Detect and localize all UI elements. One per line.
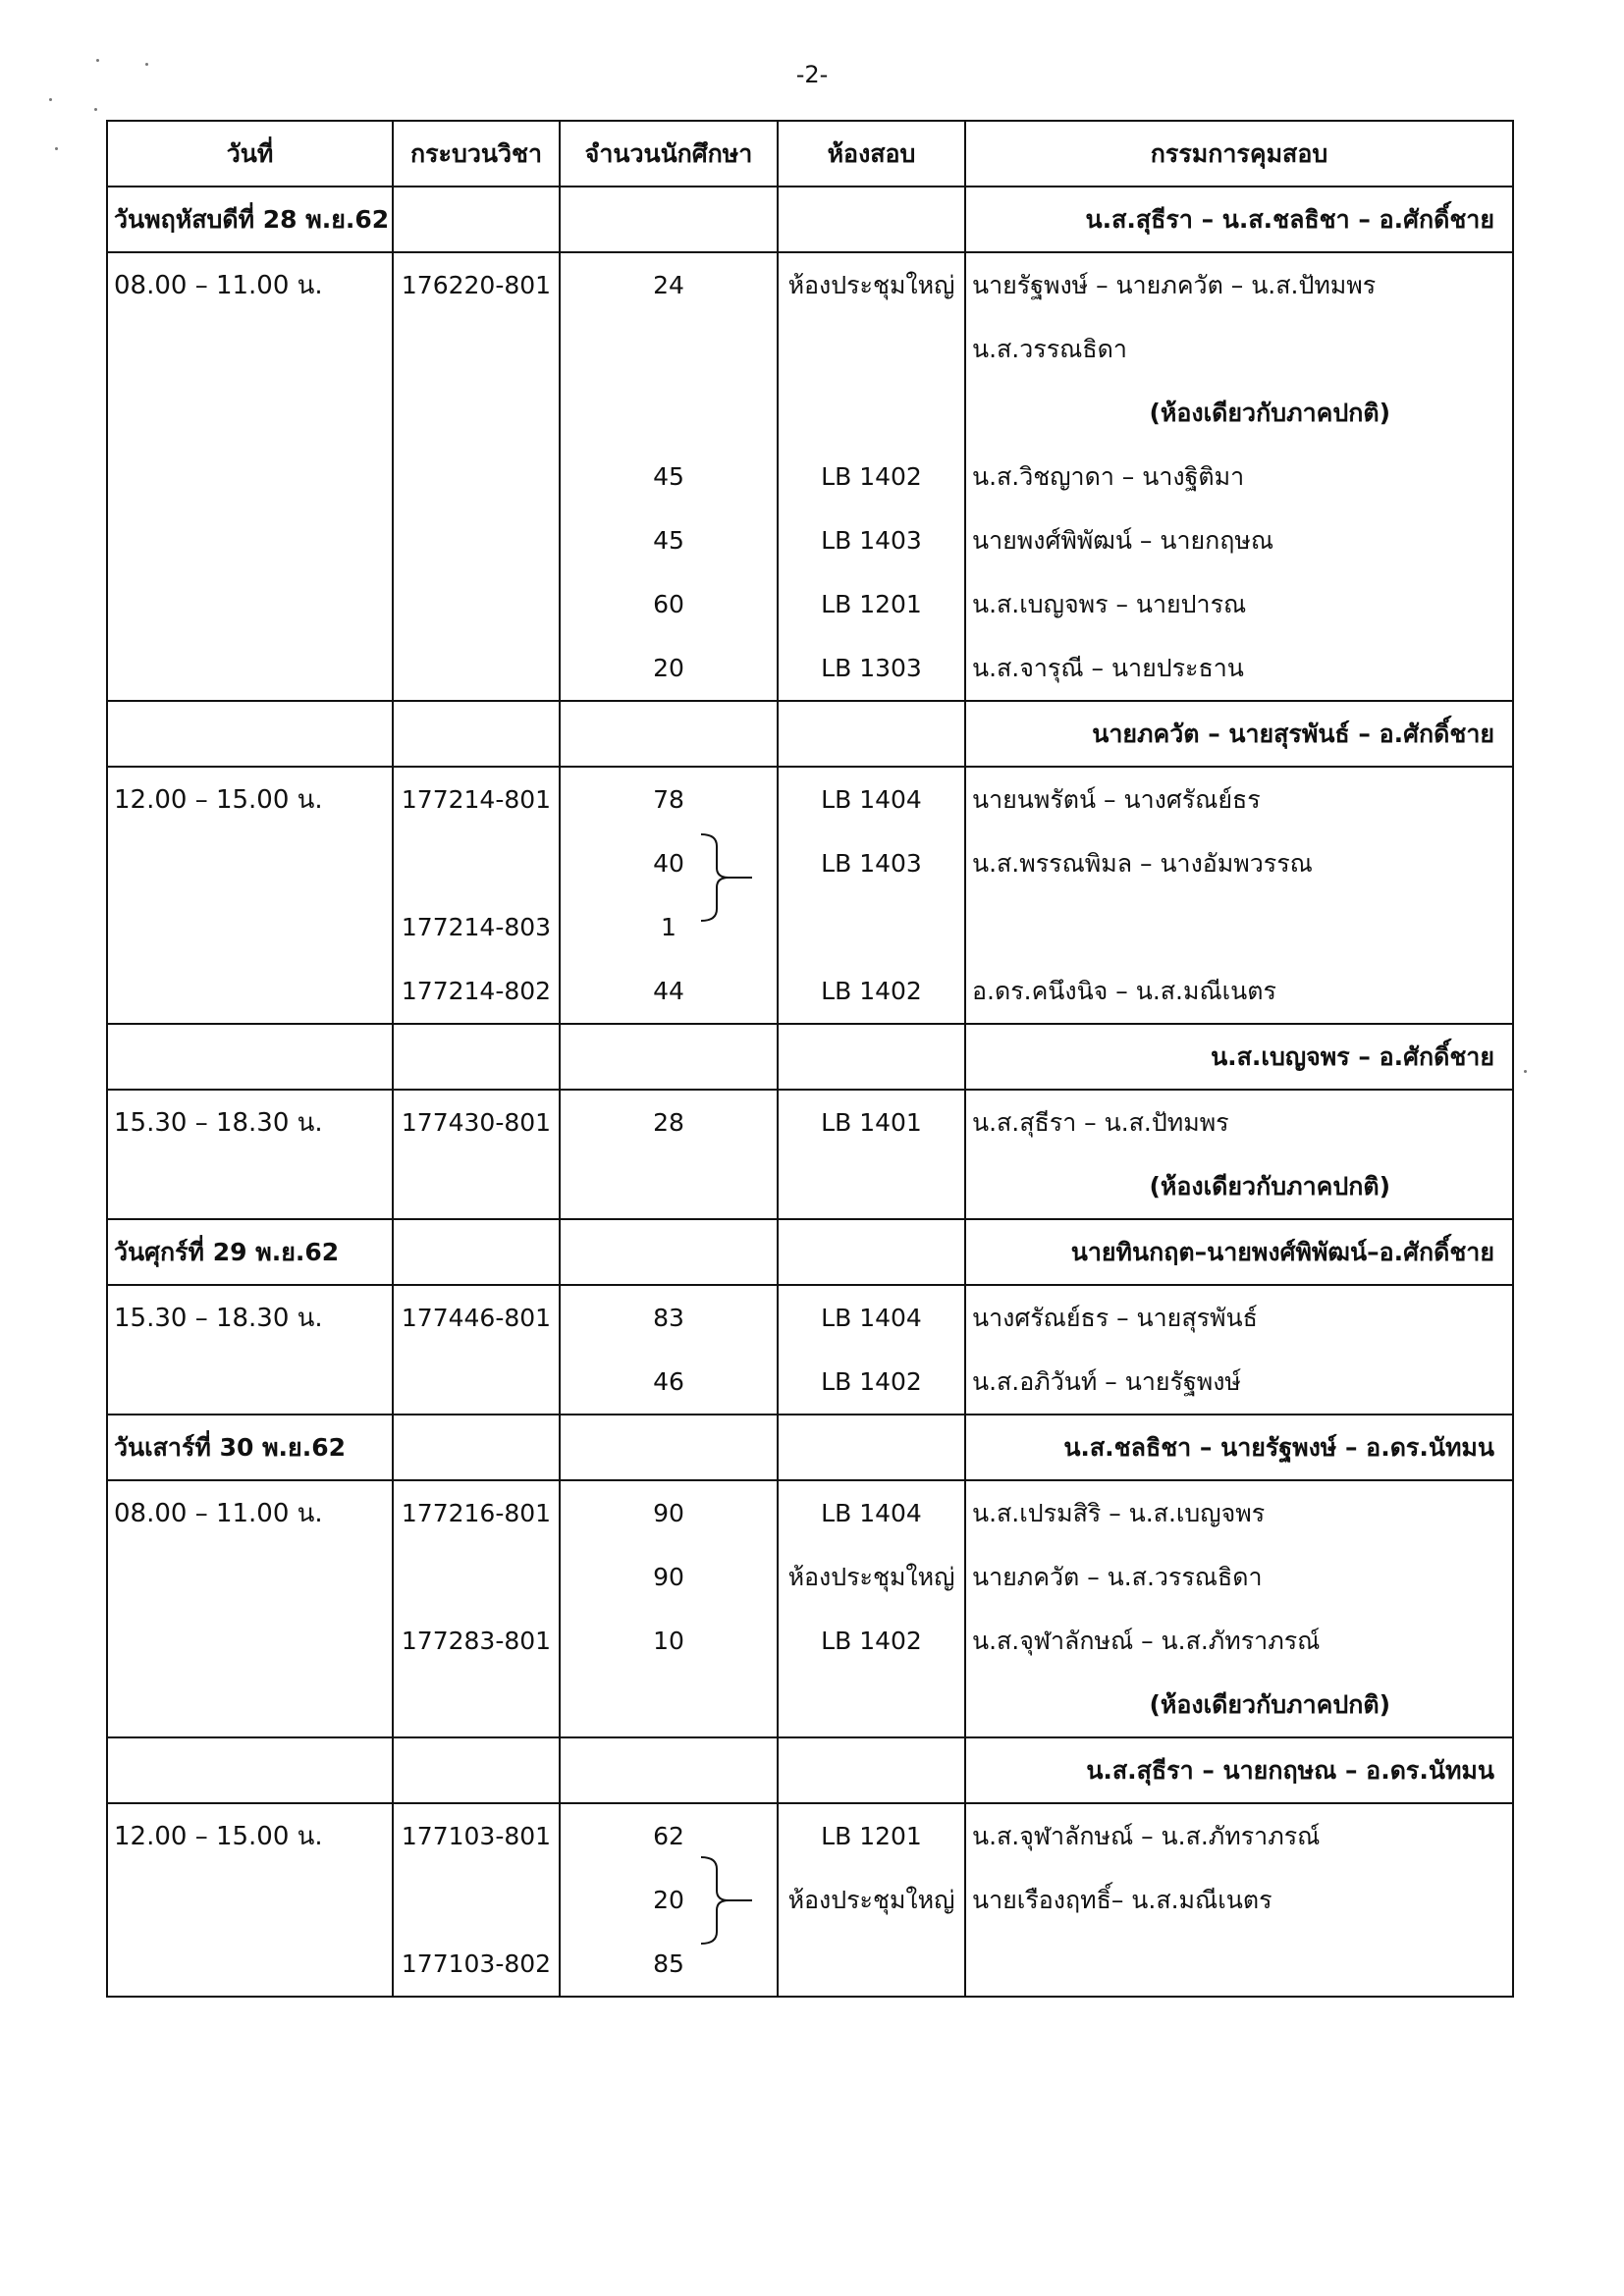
cell-exam-room: LB 1404	[778, 767, 965, 831]
cell-committee: (ห้องเดียวกับภาคปกติ)	[965, 1154, 1513, 1219]
cell-course: 177103-802	[393, 1932, 560, 1997]
table-row	[107, 831, 1513, 895]
table-row	[107, 1090, 1513, 1154]
table-row	[107, 1285, 1513, 1350]
cell-committee: น.ส.สุธีรา – น.ส.ชลธิชา – อ.ศักดิ์ชาย	[965, 187, 1513, 252]
cell-date: 08.00 – 11.00 น.	[107, 1480, 393, 1545]
table-row	[107, 1415, 1513, 1480]
cell-exam-room	[778, 701, 965, 767]
cell-committee: (ห้องเดียวกับภาคปกติ)	[965, 1673, 1513, 1737]
cell-student-count: 90	[560, 1480, 778, 1545]
cell-exam-room: LB 1401	[778, 1090, 965, 1154]
cell-date: วันเสาร์ที่ 30 พ.ย.62	[107, 1415, 393, 1480]
table-header-row	[107, 121, 1513, 187]
cell-exam-room: LB 1402	[778, 1609, 965, 1673]
cell-course	[393, 1868, 560, 1932]
cell-committee: นายภควัต – น.ส.วรรณธิดา	[965, 1545, 1513, 1609]
cell-date	[107, 445, 393, 508]
cell-course: 177214-802	[393, 959, 560, 1024]
scan-speck	[94, 108, 97, 111]
cell-committee: น.ส.วรรณธิดา	[965, 317, 1513, 381]
cell-student-count: 78	[560, 767, 778, 831]
cell-student-count: 83	[560, 1285, 778, 1350]
cell-course	[393, 381, 560, 445]
cell-student-count: 1	[560, 895, 778, 959]
cell-course	[393, 1673, 560, 1737]
cell-student-count	[560, 1737, 778, 1803]
cell-student-count: 20	[560, 636, 778, 701]
table-row	[107, 1545, 1513, 1609]
cell-date	[107, 959, 393, 1024]
cell-committee	[965, 1932, 1513, 1997]
table-row	[107, 508, 1513, 572]
cell-date: 12.00 – 15.00 น.	[107, 1803, 393, 1868]
cell-date: 15.30 – 18.30 น.	[107, 1090, 393, 1154]
cell-student-count: 46	[560, 1350, 778, 1415]
cell-course	[393, 831, 560, 895]
table-row	[107, 572, 1513, 636]
cell-date	[107, 1545, 393, 1609]
scan-speck	[96, 59, 99, 62]
cell-exam-room	[778, 187, 965, 252]
cell-exam-room: LB 1201	[778, 1803, 965, 1868]
header-course: กระบวนวิชา	[393, 121, 560, 187]
cell-exam-room: LB 1404	[778, 1285, 965, 1350]
cell-student-count: 90	[560, 1545, 778, 1609]
cell-committee: นายภควัต – นายสุรพันธ์ – อ.ศักดิ์ชาย	[965, 701, 1513, 767]
cell-course	[393, 636, 560, 701]
header-student-count: จำนวนนักศึกษา	[560, 121, 778, 187]
cell-committee: น.ส.เปรมสิริ – น.ส.เบญจพร	[965, 1480, 1513, 1545]
cell-committee: นายทินกฤต–นายพงศ์พิพัฒน์–อ.ศักดิ์ชาย	[965, 1219, 1513, 1285]
cell-committee: นายพงศ์พิพัฒน์ – นายกฤษณ	[965, 508, 1513, 572]
cell-course: 177446-801	[393, 1285, 560, 1350]
table-row	[107, 1868, 1513, 1932]
cell-date: 12.00 – 15.00 น.	[107, 767, 393, 831]
header-exam-room: ห้องสอบ	[778, 121, 965, 187]
cell-course: 177103-801	[393, 1803, 560, 1868]
header-committee: กรรมการคุมสอบ	[965, 121, 1513, 187]
table-row	[107, 1024, 1513, 1090]
cell-student-count	[560, 381, 778, 445]
table-row	[107, 636, 1513, 701]
cell-course	[393, 317, 560, 381]
cell-student-count	[560, 701, 778, 767]
cell-committee: นางศรัณย์ธร – นายสุรพันธ์	[965, 1285, 1513, 1350]
header-date: วันที่	[107, 121, 393, 187]
scan-speck	[145, 63, 148, 66]
cell-date: 15.30 – 18.30 น.	[107, 1285, 393, 1350]
table-row	[107, 187, 1513, 252]
cell-student-count	[560, 1154, 778, 1219]
cell-student-count	[560, 1415, 778, 1480]
cell-date	[107, 1673, 393, 1737]
cell-student-count: 62	[560, 1803, 778, 1868]
scan-speck	[1524, 1070, 1527, 1073]
cell-date	[107, 831, 393, 895]
cell-committee: นายรัฐพงษ์ – นายภควัต – น.ส.ปัทมพร	[965, 252, 1513, 317]
cell-course	[393, 572, 560, 636]
cell-exam-room: LB 1402	[778, 1350, 965, 1415]
cell-exam-room	[778, 1219, 965, 1285]
cell-committee: น.ส.จุฬาลักษณ์ – น.ส.ภัทราภรณ์	[965, 1609, 1513, 1673]
page-number: -2-	[795, 61, 829, 88]
cell-course: 177216-801	[393, 1480, 560, 1545]
cell-committee: น.ส.ชลธิชา – นายรัฐพงษ์ – อ.ดร.นัทมน	[965, 1415, 1513, 1480]
table-row	[107, 252, 1513, 317]
cell-committee: น.ส.สุธีรา – น.ส.ปัทมพร	[965, 1090, 1513, 1154]
scan-speck	[55, 147, 58, 150]
cell-student-count: 24	[560, 252, 778, 317]
cell-course	[393, 1024, 560, 1090]
cell-student-count: 45	[560, 445, 778, 508]
cell-student-count	[560, 317, 778, 381]
cell-exam-room	[778, 895, 965, 959]
brace-group-2	[695, 1853, 754, 1948]
cell-student-count: 20	[560, 1868, 778, 1932]
cell-student-count: 44	[560, 959, 778, 1024]
table-row	[107, 1154, 1513, 1219]
cell-exam-room	[778, 1932, 965, 1997]
cell-date	[107, 1609, 393, 1673]
cell-exam-room: LB 1303	[778, 636, 965, 701]
cell-student-count	[560, 1024, 778, 1090]
table-row	[107, 317, 1513, 381]
table-row	[107, 1932, 1513, 1997]
cell-student-count: 45	[560, 508, 778, 572]
cell-student-count	[560, 1219, 778, 1285]
cell-exam-room: LB 1402	[778, 445, 965, 508]
cell-committee: น.ส.จารุณี – นายประธาน	[965, 636, 1513, 701]
cell-committee: อ.ดร.คนึงนิจ – น.ส.มณีเนตร	[965, 959, 1513, 1024]
cell-course: 177214-801	[393, 767, 560, 831]
table-row	[107, 1803, 1513, 1868]
table-row	[107, 445, 1513, 508]
cell-exam-room	[778, 1024, 965, 1090]
cell-committee: น.ส.จุฬาลักษณ์ – น.ส.ภัทราภรณ์	[965, 1803, 1513, 1868]
cell-exam-room	[778, 1415, 965, 1480]
brace-group-1	[695, 830, 754, 925]
cell-student-count: 28	[560, 1090, 778, 1154]
cell-date	[107, 636, 393, 701]
cell-committee: นายเรืองฤทธิ์– น.ส.มณีเนตร	[965, 1868, 1513, 1932]
cell-course	[393, 1415, 560, 1480]
cell-exam-room	[778, 1673, 965, 1737]
table-row	[107, 701, 1513, 767]
table-row	[107, 381, 1513, 445]
cell-student-count: 60	[560, 572, 778, 636]
cell-course: 176220-801	[393, 252, 560, 317]
cell-exam-room	[778, 317, 965, 381]
cell-course: 177283-801	[393, 1609, 560, 1673]
table-row	[107, 1609, 1513, 1673]
table-row	[107, 767, 1513, 831]
cell-student-count: 40	[560, 831, 778, 895]
cell-course	[393, 508, 560, 572]
cell-course	[393, 1154, 560, 1219]
cell-course	[393, 1219, 560, 1285]
cell-course	[393, 445, 560, 508]
table-row	[107, 1737, 1513, 1803]
cell-committee: น.ส.เบญจพร – อ.ศักดิ์ชาย	[965, 1024, 1513, 1090]
cell-committee	[965, 895, 1513, 959]
cell-date	[107, 508, 393, 572]
cell-course	[393, 1737, 560, 1803]
cell-course	[393, 1350, 560, 1415]
table-row	[107, 1350, 1513, 1415]
cell-student-count: 10	[560, 1609, 778, 1673]
table-row	[107, 895, 1513, 959]
cell-committee: นายนพรัตน์ – นางศรัณย์ธร	[965, 767, 1513, 831]
cell-committee: น.ส.พรรณพิมล – นางอัมพวรรณ	[965, 831, 1513, 895]
cell-committee: น.ส.เบญจพร – นายปารณ	[965, 572, 1513, 636]
cell-exam-room: ห้องประชุมใหญ่	[778, 252, 965, 317]
cell-exam-room: LB 1404	[778, 1480, 965, 1545]
cell-date	[107, 1024, 393, 1090]
cell-student-count	[560, 187, 778, 252]
cell-course: 177214-803	[393, 895, 560, 959]
scan-speck	[49, 98, 52, 101]
cell-date: 08.00 – 11.00 น.	[107, 252, 393, 317]
cell-exam-room: LB 1403	[778, 508, 965, 572]
cell-committee: น.ส.วิชญาดา – นางฐิติมา	[965, 445, 1513, 508]
cell-course	[393, 1545, 560, 1609]
cell-exam-room	[778, 1154, 965, 1219]
cell-date	[107, 572, 393, 636]
cell-date	[107, 1932, 393, 1997]
cell-date	[107, 1154, 393, 1219]
cell-exam-room: ห้องประชุมใหญ่	[778, 1868, 965, 1932]
table-row	[107, 959, 1513, 1024]
cell-committee: น.ส.อภิวันท์ – นายรัฐพงษ์	[965, 1350, 1513, 1415]
cell-date	[107, 1737, 393, 1803]
cell-exam-room	[778, 1737, 965, 1803]
cell-exam-room: LB 1402	[778, 959, 965, 1024]
table-row	[107, 1480, 1513, 1545]
cell-date: วันพฤหัสบดีที่ 28 พ.ย.62	[107, 187, 393, 252]
cell-date	[107, 895, 393, 959]
exam-schedule-table	[106, 120, 1514, 1998]
cell-committee: (ห้องเดียวกับภาคปกติ)	[965, 381, 1513, 445]
cell-committee: น.ส.สุธีรา – นายกฤษณ – อ.ดร.นัทมน	[965, 1737, 1513, 1803]
cell-course	[393, 187, 560, 252]
cell-exam-room: LB 1403	[778, 831, 965, 895]
table-row	[107, 1673, 1513, 1737]
cell-date	[107, 701, 393, 767]
cell-exam-room: ห้องประชุมใหญ่	[778, 1545, 965, 1609]
cell-student-count: 85	[560, 1932, 778, 1997]
table-row	[107, 1219, 1513, 1285]
cell-date	[107, 317, 393, 381]
cell-date: วันศุกร์ที่ 29 พ.ย.62	[107, 1219, 393, 1285]
cell-date	[107, 1868, 393, 1932]
cell-course: 177430-801	[393, 1090, 560, 1154]
cell-date	[107, 1350, 393, 1415]
cell-exam-room: LB 1201	[778, 572, 965, 636]
cell-date	[107, 381, 393, 445]
cell-exam-room	[778, 381, 965, 445]
cell-course	[393, 701, 560, 767]
cell-student-count	[560, 1673, 778, 1737]
